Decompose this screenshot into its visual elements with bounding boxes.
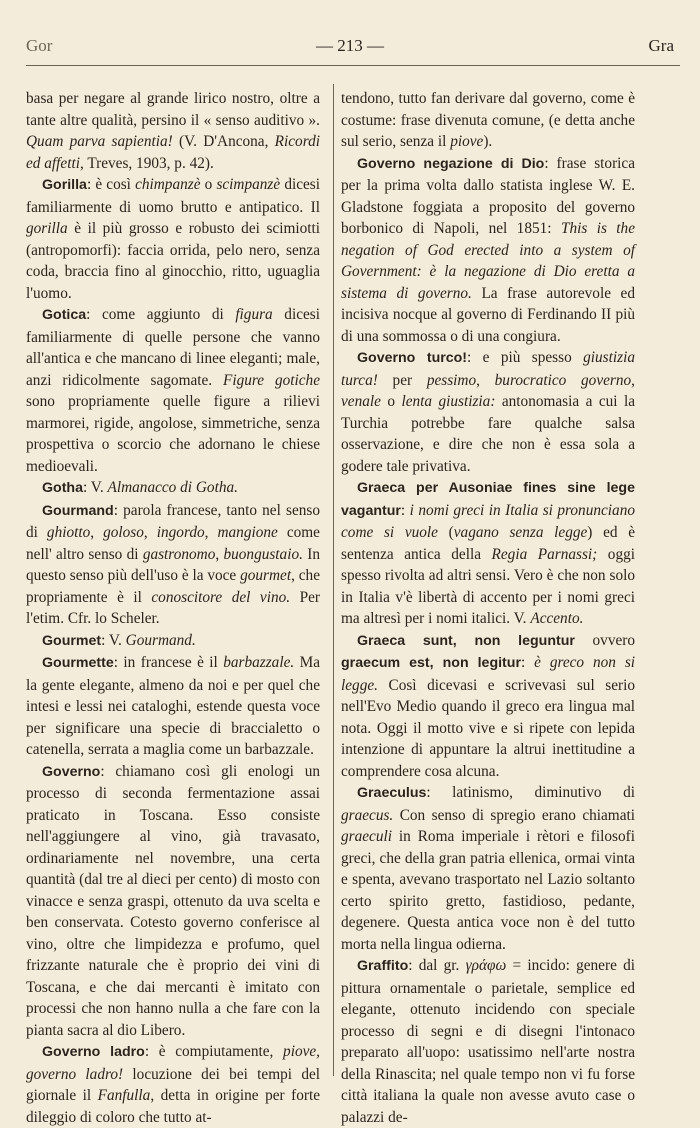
- entry-governo-negazione-di-dio: Governo negazione di Dio: frase storica per la prima volta dallo statista inglese W. E. Gladstone foggiata a proposito del governo borbonico di Napoli, nel 1851: This is the negation of God erected into a system of Government: è la negazione di Dio eretta a sistema di governo. La frase autorevole ed incisiva nocque al governo di Ferdinando II più di una sommossa o di una congiura.: [341, 154, 635, 345]
- headword: Gotha: [42, 480, 83, 496]
- entry-gorilla: Gorilla: è così chimpanzè o scimpanzè dicesi familiarmente di uomo brutto e antipatico. Il gorilla è il più grosso e robusto dei scimiotti (antropomorfi): faccia orrida, pelo nero, senza coda, braccia fino al ginocchio, ritto, uguaglia l'uomo.: [26, 176, 320, 302]
- headword: Gourmet: [42, 632, 102, 649]
- entry-graeca-sunt: Graeca sunt, non leguntur ovvero graecum est, non legitur: è greco non si legge. Così dicevasi e scrivevasi sul serio nell'Evo Medio quando il greco era lingua mal nota. Oggi il motto vive e si ripete con lepida intenzione di appuntare la altrui inettitudine a comprendere cosa alcuna.: [341, 631, 636, 780]
- entry-gotica: Gotica: come aggiunto di figura dicesi familiarmente di quelle persone che vanno all'antica e che mancano di linee eleganti; male, anzi ridicolmente sagomate. Figure gotiche sono propriamente quelle figure a rilievi marmorei, rigide, angolose, simmetriche, senza prospettiva o scorcio che adornano le chiese medioevali.: [26, 306, 320, 475]
- entry-graeculus: Graeculus: latinismo, diminutivo di graecus. Con senso di spregio erano chiamati graeculi in Roma imperiale i rètori e filosofi greci, che della gran patria ellenica, ormai vinta e spenta, avevano trasportato nel Lazio soltanto certo spirito gretto, fastidioso, pedante, degenere. Questa antica voce non è del tutto morta nella lingua odierna.: [341, 784, 635, 953]
- entry-governo: Governo: chiamano così gli enologi un processo di seconda fermentazione assai praticato in Toscana. Esso consiste nell'aggiungere al vino, già travasato, ordinariamente nel novembre, una certa quantità (dal tre al dieci per cento) di mosto con vinacce e senza graspi, ottenuto da uva scelta e ben conservata. Cotesto governo conferisce al vino, oltre che limpidezza e profumo, quel frizzante naturale che è proprio dei vini di Toscana, e che dai mercanti è imitato con processi che non hanno nulla a che fare con la pianta sacra al dio Libero.: [26, 762, 320, 1039]
- entry-gotha: Gotha: V. Almanacco di Gotha.: [42, 479, 238, 496]
- entry-governo-ladro: Governo ladro: è compiutamente, piove, governo ladro! locuzione dei bei tempi del giornale il Fanfulla, detta in origine per forte dileggio di coloro che tutto at-: [26, 1043, 321, 1126]
- header-right-guide-word: Gra: [648, 36, 674, 55]
- headword: Gorilla: [42, 177, 87, 193]
- header-rule: [26, 65, 680, 66]
- entry-continuation: tendono, tutto fan derivare dal governo, come è costume: frase divenuta comune, (e detta anche sul serio, senza il piove).: [341, 90, 635, 150]
- column-divider: [333, 84, 334, 1076]
- headword: Graeculus: [357, 785, 427, 801]
- entry-gourmand: Gourmand: parola francese, tanto nel senso di ghiotto, goloso, ingordo, mangione come nell' altro senso di gastronomo, buongustaio. In questo senso più dell'uso è la voce gourmet, che propriamente è il conoscitore del vino. Per l'etim. Cfr. lo Scheler.: [26, 501, 320, 627]
- entry-gourmette: Gourmette: in francese è il barbazzale. Ma la gente elegante, almeno da noi e per quel che intesi e lessi nei cataloghi, estende questa voce per significare una specie di braccialetto o catenella, serrata a maglia come un barbazzale.: [26, 654, 320, 758]
- headword: Gourmette: [42, 655, 114, 671]
- headword: Governo ladro: [42, 1044, 145, 1060]
- entry-graffito: Graffito: dal gr. γράφω = incido: genere di pittura ornamentale o parietale, semplice ed elegante, ottenuto incidendo con speciale processo di segni e di disegni l'intonaco preparato all'uopo: usatissimo nell'arte nostra della Rinascita; nel quale tempo non vi fu forse città italiana la quale non avesse avuto case o palazzi de-: [341, 957, 635, 1126]
- headword: graecum est, non legitur: [341, 655, 521, 671]
- headword: Gourmand: [42, 502, 114, 519]
- page-header: [26, 36, 674, 62]
- left-column: [26, 88, 320, 1128]
- headword: Governo turco!: [357, 350, 468, 366]
- headword: Graeca per Ausoniae fines sine lege vagantur: [341, 480, 635, 519]
- headword: Graeca sunt, non leguntur: [357, 632, 575, 649]
- page-number: — 213 —: [316, 36, 384, 55]
- headword: Governo: [42, 763, 101, 780]
- entry-gourmet: Gourmet: V. Gourmand.: [42, 631, 196, 649]
- entry-graeca-per-ausoniae: Graeca per Ausoniae fines sine lege vagantur: i nomi greci in Italia si pronunciano come si vuole (vagano senza legge) ed è sentenza antica della Regia Parnassi; oggi spesso rivolta ad altri sensi. Vero è che non solo in Italia v'è libertà di accento per i nomi greci ma altresì per i nomi italici. V. Accento.: [341, 480, 635, 627]
- header-left-guide-word: Gor: [26, 36, 53, 55]
- entry-continuation: basa per negare al grande lirico nostro, oltre a tante altre qualità, persino il « senso auditivo ». Quam parva sapientia! (V. D'Ancona, Ricordi ed affetti, Treves, 1903, p. 42).: [26, 90, 320, 172]
- headword: Gotica: [42, 307, 87, 323]
- right-column: [341, 88, 635, 1128]
- entry-governo-turco: Governo turco!: e più spesso giustizia turca! per pessimo, burocratico governo, venale o lenta giustizia: antonomasia a cui la Turchia potrebbe fare qualche salsa osservazione, e dire che non è essa sola a godere tale privativa.: [341, 349, 635, 475]
- headword: Governo negazione di Dio: [357, 155, 545, 172]
- headword: Graffito: [357, 958, 409, 974]
